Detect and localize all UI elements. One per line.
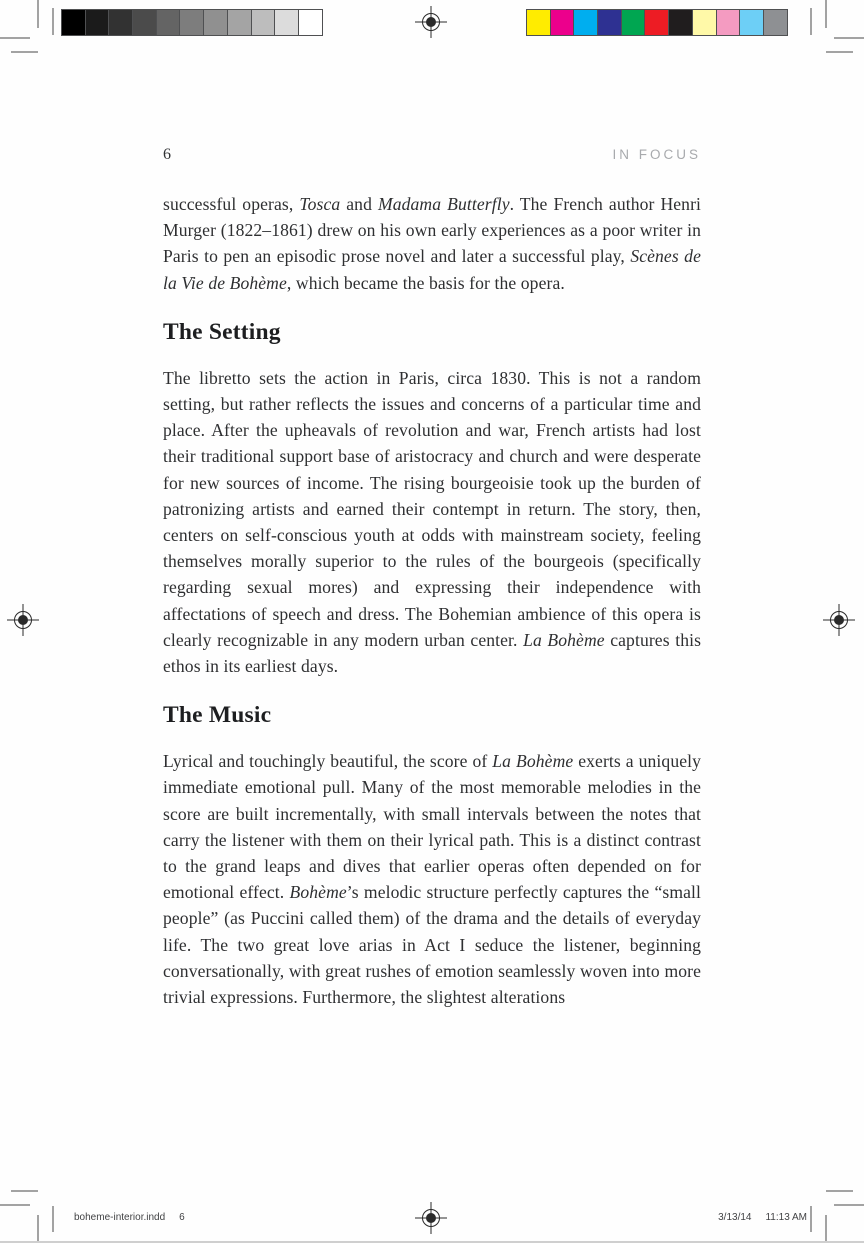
crop-mark bbox=[826, 1190, 853, 1192]
color-swatch bbox=[550, 9, 575, 36]
color-swatch bbox=[203, 9, 228, 36]
color-swatch bbox=[227, 9, 252, 36]
registration-mark-bottom bbox=[415, 1202, 447, 1234]
slug-time: 11:13 AM bbox=[765, 1212, 807, 1223]
crop-mark bbox=[810, 1206, 812, 1232]
slug-filename: boheme-interior.indd bbox=[74, 1212, 166, 1223]
color-swatch bbox=[108, 9, 133, 36]
crop-mark bbox=[52, 1206, 54, 1232]
color-swatch bbox=[739, 9, 764, 36]
registration-mark-right bbox=[823, 604, 855, 636]
body-paragraph: successful operas, Tosca and Madama Butterfly. The French author Henri Murger (1822–1861) drew on his own early experiences as a poor writer in Paris to pen an episodic prose novel and later a successful play, Scènes de la Vie de Bohème, which became the basis for the opera. bbox=[163, 194, 702, 293]
crop-mark bbox=[11, 1190, 38, 1192]
grayscale-calibration-bar bbox=[62, 9, 335, 36]
color-swatch bbox=[526, 9, 551, 36]
color-calibration-bar bbox=[527, 9, 800, 36]
color-swatch bbox=[132, 9, 157, 36]
page-number: 6 bbox=[163, 146, 171, 163]
crop-mark bbox=[810, 8, 812, 35]
text-block bbox=[163, 146, 701, 1010]
crop-mark bbox=[11, 51, 38, 53]
color-swatch bbox=[692, 9, 717, 36]
color-swatch bbox=[716, 9, 741, 36]
color-swatch bbox=[644, 9, 669, 36]
color-swatch bbox=[763, 9, 788, 36]
body-copy bbox=[163, 191, 701, 1010]
color-swatch bbox=[61, 9, 86, 36]
crop-mark bbox=[52, 8, 54, 35]
crop-mark bbox=[826, 51, 853, 53]
slug-datetime bbox=[718, 1212, 807, 1223]
color-swatch bbox=[573, 9, 598, 36]
registration-mark-left bbox=[7, 604, 39, 636]
running-head-title: IN FOCUS bbox=[612, 147, 701, 162]
crop-mark bbox=[37, 0, 39, 28]
crop-mark bbox=[0, 37, 30, 39]
color-swatch bbox=[597, 9, 622, 36]
running-header bbox=[163, 146, 701, 164]
section-heading: The Music bbox=[163, 702, 272, 729]
crop-mark bbox=[825, 0, 827, 28]
crop-mark bbox=[825, 1215, 827, 1243]
crop-mark bbox=[834, 1204, 864, 1206]
color-swatch bbox=[668, 9, 693, 36]
color-swatch bbox=[251, 9, 276, 36]
crop-mark bbox=[37, 1215, 39, 1243]
color-swatch bbox=[156, 9, 181, 36]
slug-date: 3/13/14 bbox=[718, 1212, 752, 1223]
crop-mark bbox=[834, 37, 864, 39]
color-swatch bbox=[621, 9, 646, 36]
body-paragraph: The libretto sets the action in Paris, circa 1830. This is not a random setting, but rather reflects the issues and concerns of a particular time and place. After the upheavals of revolution and war, French artists had lost their traditional support base of aristocracy and church and were desperate for new sources of income. The rising bourgeoisie took up the burden of patronizing artists and earned their contempt in return. The story, then, centers on self-conscious youth at odds with mainstream society, feeling themselves morally superior to the rules of the bourgeois (specifically regarding sexual mores) and expressing their independence with affectations of speech and dress. The Bohemian ambience of this opera is clearly recognizable in any modern urban center. La Bohème captures this ethos in its earliest days. bbox=[163, 367, 702, 677]
color-swatch bbox=[179, 9, 204, 36]
section-heading: The Setting bbox=[163, 318, 281, 345]
body-paragraph: Lyrical and touchingly beautiful, the score of La Bohème exerts a uniquely immediate emotional pull. Many of the most memorable melodies in the score are built incrementally, with small intervals between the notes that carry the listener with them on their lyrical path. This is a distinct contrast to the grand leaps and dives that earlier operas often depended on for emotional effect. Bohème’s melodic structure perfectly captures the “small people” (as Puccini called them) of the drama and the details of everyday life. The two great love arias in Act I seduce the listener, beginning conversationally, with great rushes of emotion seamlessly woven into more trivial expressions. Furthermore, the slightest alterations bbox=[163, 751, 702, 1008]
registration-mark-top bbox=[415, 6, 447, 38]
color-swatch bbox=[274, 9, 299, 36]
crop-mark bbox=[0, 1204, 30, 1206]
slug-page: 6 bbox=[179, 1212, 185, 1223]
color-swatch bbox=[298, 9, 323, 36]
color-swatch bbox=[85, 9, 110, 36]
slug-filename-and-page bbox=[74, 1212, 185, 1223]
